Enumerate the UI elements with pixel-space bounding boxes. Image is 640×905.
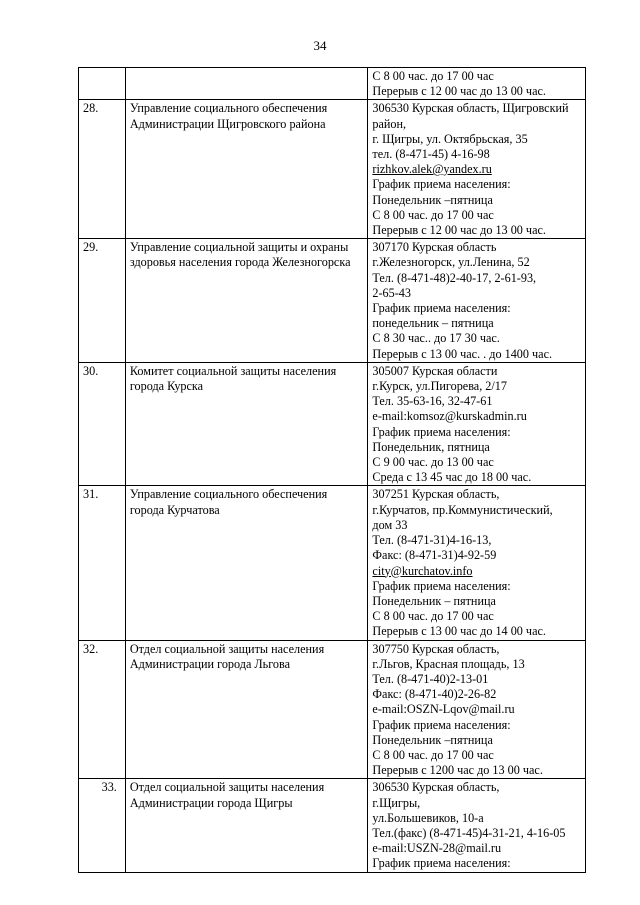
phone-line: Тел. (8-471-48)2-40-17, 2-61-93,	[372, 270, 537, 285]
address-line: г.Курчатов, пр.Коммунистический,	[372, 502, 553, 517]
email-link[interactable]: rizhkov.alek@yandex.ru	[372, 162, 492, 177]
schedule-title: График приема населения:	[372, 856, 511, 871]
table-row	[79, 68, 586, 100]
schedule-hours: С 8 00 час. до 17 00 час	[372, 207, 494, 222]
schedule-title: График приема населения:	[372, 424, 511, 439]
schedule-break: Перерыв с 12 00 час до 13 00 час.	[372, 223, 546, 238]
email-line: e-mail:USZN-28@mail.ru	[372, 841, 502, 856]
organization-name	[125, 68, 368, 100]
address-line: г.Железногорск, ул.Ленина, 52	[372, 255, 530, 270]
address-line: 307750 Курская область,	[372, 641, 500, 656]
address-line: 307251 Курская область,	[372, 487, 500, 502]
schedule-extra: Среда с 13 45 час до 18 00 час.	[372, 470, 532, 485]
schedule-break: Перерыв с 1200 час до 13 00 час.	[372, 763, 543, 778]
organization-name: Управление социального обеспечения Администрации Щигровского района	[125, 100, 368, 239]
table-row	[79, 239, 586, 363]
email-line: e-mail:OSZN-Lqov@mail.ru	[372, 702, 515, 717]
address-line: г.Курск, ул.Пигорева, 2/17	[372, 379, 507, 394]
contact-info	[368, 362, 586, 486]
info-line: С 8 00 час. до 17 00 час	[372, 69, 494, 83]
schedule-days: Понедельник – пятница	[372, 593, 496, 608]
schedule-days: понедельник – пятница	[372, 316, 494, 331]
organization-name: Управление социального обеспечения города Курчатова	[125, 486, 368, 640]
email-line: e-mail:komsoz@kurskadmin.ru	[372, 409, 527, 424]
row-number: 32.	[79, 640, 126, 779]
phone-line: Тел.(факс) (8-471-45)4-31-21, 4-16-05	[372, 825, 566, 840]
phone-line: Тел. (8-471-31)4-16-13,	[372, 533, 492, 548]
address-line: г.Щигры,	[372, 795, 421, 810]
schedule-hours: С 8 00 час. до 17 00 час	[372, 747, 494, 762]
schedule-title: График приема населения:	[372, 177, 511, 192]
table-row	[79, 779, 586, 872]
schedule-break: Перерыв с 13 00 час до 14 00 час.	[372, 624, 546, 639]
address-line: г.Льгов, Красная площадь, 13	[372, 656, 525, 671]
table-row	[79, 362, 586, 486]
info-line: Перерыв с 12 00 час до 13 00 час.	[372, 84, 546, 99]
schedule-title: График приема населения:	[372, 578, 511, 593]
contact-info	[368, 486, 586, 640]
organization-name: Комитет социальной защиты населения города Курска	[125, 362, 368, 486]
row-number: 28.	[79, 100, 126, 239]
phone-line: Тел. (8-471-40)2-13-01	[372, 671, 489, 686]
schedule-hours: С 8 30 час.. до 17 30 час.	[372, 331, 500, 346]
table-row	[79, 486, 586, 640]
schedule-days: Понедельник –пятница	[372, 192, 493, 207]
row-number: 33.	[79, 779, 126, 872]
fax-line: Факс: (8-471-31)4-92-59	[372, 548, 497, 563]
fax-line: Факс: (8-471-40)2-26-82	[372, 687, 497, 702]
page-number: 34	[313, 38, 327, 53]
phone-line: 2-65-43	[372, 285, 411, 300]
organization-name: Отдел социальной защиты населения Администрации города Льгова	[125, 640, 368, 779]
row-number	[79, 68, 126, 100]
table-row	[79, 100, 586, 239]
schedule-hours: С 9 00 час. до 13 00 час	[372, 455, 494, 470]
address-line: 306530 Курская область,	[372, 780, 500, 795]
address-line: 307170 Курская область	[372, 240, 497, 255]
address-line: г. Щигры, ул. Октябрьская, 35	[372, 131, 528, 146]
schedule-hours: С 8 00 час. до 17 00 час	[372, 609, 494, 624]
contact-info	[368, 640, 586, 779]
contact-info	[368, 68, 586, 100]
schedule-days: Понедельник, пятница	[372, 439, 490, 454]
organization-name: Управление социальной защиты и охраны здоровья населения города Железногорска	[125, 239, 368, 363]
email-link[interactable]: city@kurchatov.info	[372, 563, 473, 578]
table-row	[79, 640, 586, 779]
contact-info	[368, 100, 586, 239]
row-number: 31.	[79, 486, 126, 640]
organization-name: Отдел социальной защиты населения Администрации города Щигры	[125, 779, 368, 872]
address-line: 305007 Курская области	[372, 363, 498, 378]
schedule-title: График приема населения:	[372, 717, 511, 732]
phone-line: Тел. 35-63-16, 32-47-61	[372, 394, 493, 409]
contact-info	[368, 239, 586, 363]
schedule-break: Перерыв с 13 00 час. . до 1400 час.	[372, 346, 553, 361]
schedule-days: Понедельник –пятница	[372, 732, 493, 747]
contact-info	[368, 779, 586, 872]
row-number: 29.	[79, 239, 126, 363]
row-number: 30.	[79, 362, 126, 486]
address-line: ул.Большевиков, 10-а	[372, 810, 484, 825]
schedule-title: График приема населения:	[372, 301, 511, 316]
phone-line: тел. (8-471-45) 4-16-98	[372, 147, 490, 162]
address-line: дом 33	[372, 517, 408, 532]
contacts-table	[78, 67, 586, 873]
address-line: 306530 Курская область, Щигровский район,	[372, 101, 569, 131]
